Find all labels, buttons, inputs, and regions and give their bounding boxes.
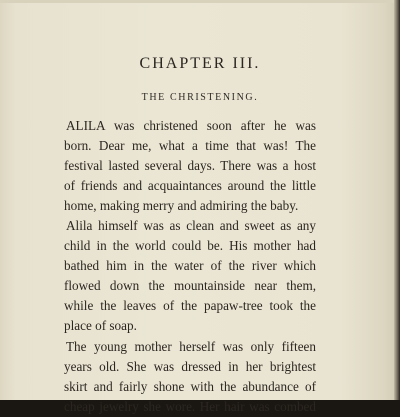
text-line: born. Dear me, what a time that was! The (64, 138, 316, 153)
text-line: The young mother herself was only fifteen (66, 339, 316, 354)
text-line: place of soap. (64, 318, 137, 333)
text-line: bathed him in the water of the river which (64, 258, 316, 273)
text-line: years old. She was dressed in her brightest (64, 359, 316, 374)
chapter-subtitle: THE CHRISTENING. (141, 92, 259, 103)
text-line: flowed down the mountainside near them, (64, 278, 316, 293)
text-line: child in the world could be. His mother had (64, 238, 316, 253)
text-line: of friends and acquaintances around the little (64, 178, 316, 193)
page-top-edge (0, 0, 400, 3)
text-line: skirt and fairly shone with the abundance of (64, 379, 316, 394)
chapter-title: CHAPTER III. (139, 55, 261, 72)
text-line: while the leaves of the papaw-tree took the (64, 298, 316, 313)
text-line: ALILA was christened soon after he was (66, 118, 316, 133)
text-line: home, making merry and admiring the baby. (64, 198, 299, 213)
text-line: festival lasted several days. There was a host (64, 158, 316, 173)
text-line: Alila himself was as clean and sweet as any (66, 218, 316, 233)
text-line: cheap jewelry she wore. Her hair was combed (64, 399, 316, 414)
